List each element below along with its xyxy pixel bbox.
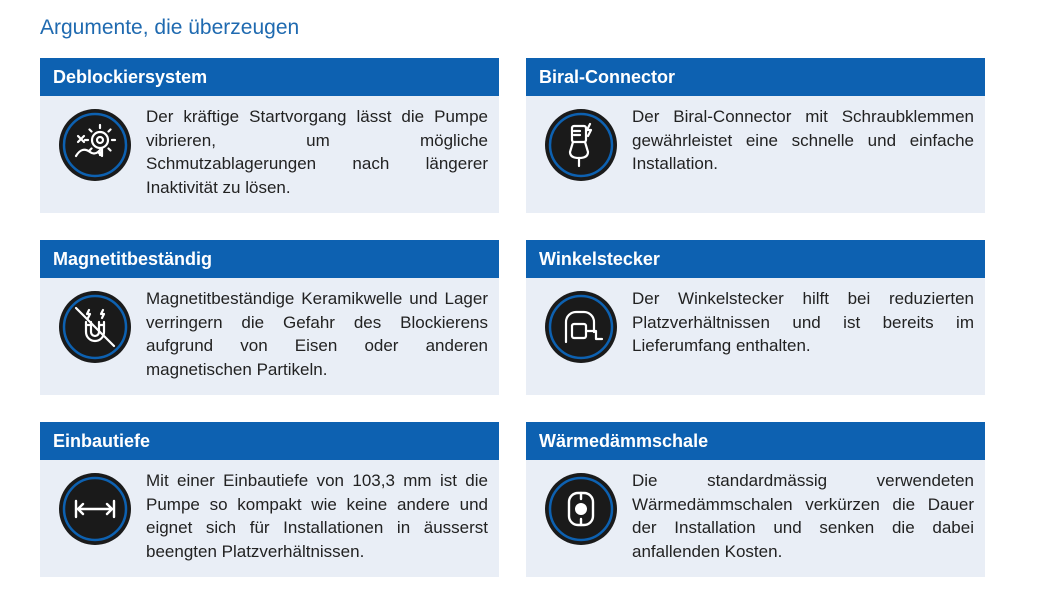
card-body <box>40 278 499 395</box>
insulation-shell-icon <box>542 470 620 548</box>
card-title: Deblockiersystem <box>40 58 499 96</box>
no-magnet-icon <box>56 288 134 366</box>
card-magnetitbestaendig <box>40 240 499 395</box>
connector-plug-icon <box>542 106 620 184</box>
card-body <box>40 96 499 213</box>
card-title: Winkelstecker <box>526 240 985 278</box>
angled-plug-icon <box>542 288 620 366</box>
card-einbautiefe <box>40 422 499 577</box>
card-winkelstecker <box>526 240 985 395</box>
card-biral-connector <box>526 58 985 213</box>
card-text: Der kräftige Startvorgang lässt die Pumpe vibrieren, um mögliche Schmutzablagerungen nach längerer Inaktivität zu lösen. <box>146 107 488 197</box>
card-body <box>40 460 499 577</box>
card-title: Wärmedämmschale <box>526 422 985 460</box>
page-title: Argumente, die überzeugen <box>40 16 300 39</box>
card-text: Der Winkelstecker hilft bei reduzierten Platzverhältnissen und ist bereits im Lieferumfang enthalten. <box>632 289 974 355</box>
card-text: Der Biral-Connector mit Schraubklemmen gewährleistet eine schnelle und einfache Installation. <box>632 107 974 173</box>
card-waermedaemmschale <box>526 422 985 577</box>
gear-fish-icon <box>56 106 134 184</box>
installation-depth-icon <box>56 470 134 548</box>
card-text: Magnetitbeständige Keramikwelle und Lager verringern die Gefahr des Blockierens aufgrund von Eisen oder anderen magnetischen Partikeln. <box>146 289 488 379</box>
card-title: Magnetitbeständig <box>40 240 499 278</box>
card-body <box>526 96 985 213</box>
card-text: Die standardmässig verwendeten Wärmedämmschalen verkürzen die Dauer der Installation und senken die dabei anfallenden Kosten. <box>632 471 974 561</box>
card-text: Mit einer Einbautiefe von 103,3 mm ist die Pumpe so kompakt wie keine andere und eignet sich für Installationen in äusserst beengten Platzverhältnissen. <box>146 471 488 561</box>
card-body <box>526 278 985 395</box>
card-title: Einbautiefe <box>40 422 499 460</box>
card-title: Biral-Connector <box>526 58 985 96</box>
card-deblockiersystem <box>40 58 499 213</box>
card-body <box>526 460 985 577</box>
